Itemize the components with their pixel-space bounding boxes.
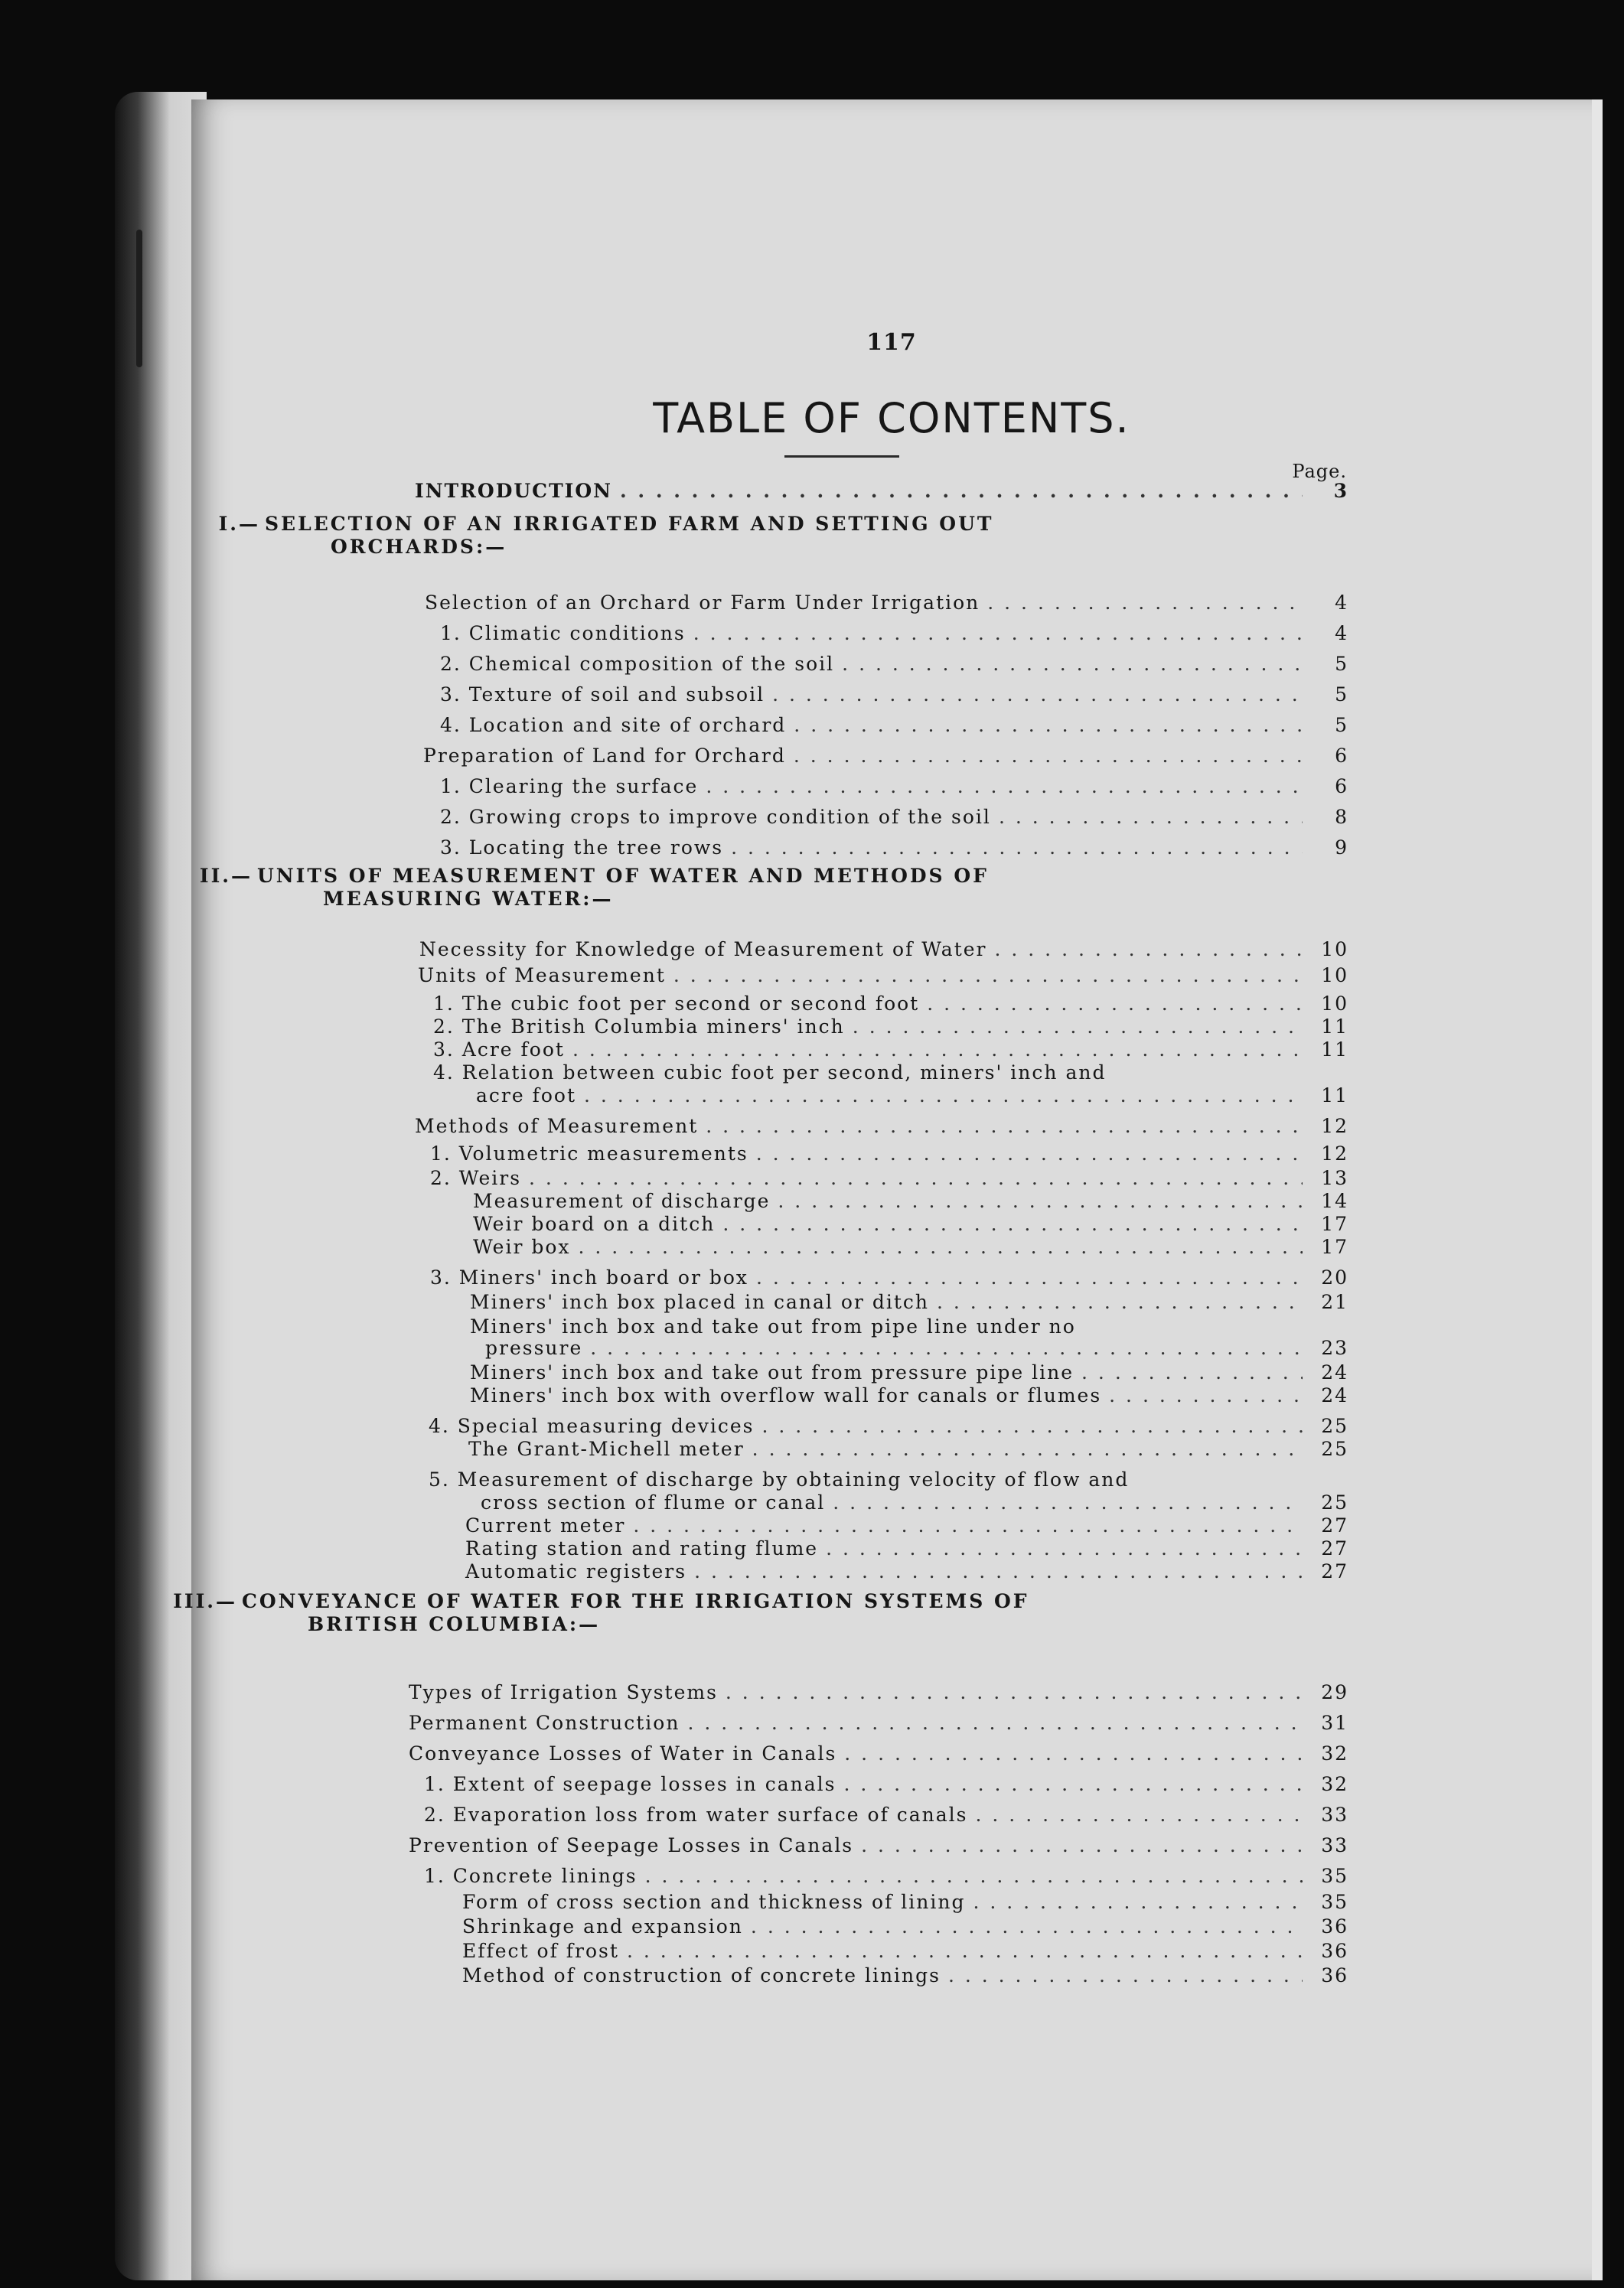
toc-entry xyxy=(470,1290,1348,1315)
toc-entry-label: 2. Growing crops to improve condition of the soil xyxy=(440,806,991,828)
toc-entry xyxy=(485,1336,1348,1361)
toc-entry-label: 2. Chemical composition of the soil xyxy=(440,653,835,675)
toc-entry-page: 25 xyxy=(1321,1415,1348,1437)
leader-dots xyxy=(572,1038,1303,1062)
toc-entry xyxy=(409,1711,1348,1736)
toc-entry xyxy=(440,774,1348,799)
toc-entry xyxy=(424,1864,1348,1889)
toc-entry-wrapped: 5. Measurement of discharge by obtaining velocity of flow and xyxy=(429,1468,1130,1491)
toc-entry-label: Automatic registers xyxy=(465,1560,687,1582)
section-heading-1 xyxy=(191,513,994,559)
toc-entry xyxy=(462,1890,1348,1915)
toc-entry xyxy=(440,836,1348,860)
toc-entry-page: 10 xyxy=(1321,938,1348,960)
toc-entry-page: 33 xyxy=(1321,1804,1348,1826)
toc-entry-page: 11 xyxy=(1321,1038,1348,1061)
toc-entry xyxy=(430,1142,1348,1166)
leader-dots xyxy=(999,805,1303,829)
leader-dots xyxy=(620,479,1303,504)
toc-entry xyxy=(433,1015,1348,1039)
toc-entry-label: 4. Location and site of orchard xyxy=(440,714,787,736)
toc-entry-page: 35 xyxy=(1321,1891,1348,1913)
toc-entry xyxy=(430,1266,1348,1290)
leader-dots xyxy=(756,1266,1303,1290)
toc-entry-label: Types of Irrigation Systems xyxy=(409,1681,718,1703)
leader-dots xyxy=(842,652,1303,676)
toc-entry-page: 6 xyxy=(1335,745,1348,767)
leader-dots xyxy=(987,591,1303,615)
toc-entry-label: Weir box xyxy=(473,1236,571,1258)
section-title-line: ORCHARDS:— xyxy=(331,536,507,558)
leader-dots xyxy=(995,937,1303,962)
toc-entry xyxy=(462,1964,1348,1988)
toc-entry-page: 24 xyxy=(1321,1361,1348,1384)
toc-entry-page: 27 xyxy=(1321,1514,1348,1537)
toc-entry xyxy=(468,1437,1348,1462)
toc-entry-page: 25 xyxy=(1321,1491,1348,1514)
toc-entry-label: Miners' inch box with overflow wall for canals or flumes xyxy=(470,1384,1102,1406)
section-numeral: III.— xyxy=(173,1590,237,1612)
toc-entry xyxy=(430,1166,1348,1191)
leader-dots xyxy=(694,1560,1303,1584)
toc-entry-page: 14 xyxy=(1321,1190,1348,1212)
toc-entry-label: INTRODUCTION xyxy=(415,480,613,502)
toc-entry-page: 8 xyxy=(1335,806,1348,828)
section-heading-2 xyxy=(184,865,989,911)
toc-entry-page: 13 xyxy=(1321,1167,1348,1189)
leader-dots xyxy=(861,1833,1303,1858)
toc-entry xyxy=(433,1038,1348,1062)
toc-entry-wrapped: 4. Relation between cubic foot per second, miners' inch and xyxy=(433,1061,1107,1084)
toc-entry-label: Shrinkage and expansion xyxy=(462,1915,743,1938)
toc-entry-page: 4 xyxy=(1335,622,1348,644)
toc-entry xyxy=(470,1384,1348,1408)
leader-dots xyxy=(973,1890,1303,1915)
leader-dots xyxy=(731,836,1303,860)
toc-entry xyxy=(415,1114,1348,1139)
toc-entry-page: 25 xyxy=(1321,1438,1348,1460)
toc-entry xyxy=(429,1414,1348,1439)
leader-dots xyxy=(794,744,1303,768)
toc-entry-page: 5 xyxy=(1335,683,1348,706)
toc-entry-page: 27 xyxy=(1321,1560,1348,1582)
toc-entry-label: Necessity for Knowledge of Measurement of Water xyxy=(419,938,987,960)
leader-dots xyxy=(752,1437,1303,1462)
toc-entry xyxy=(465,1560,1348,1584)
toc-entry-wrapped: Miners' inch box and take out from pipe line under no xyxy=(470,1315,1076,1338)
leader-dots xyxy=(843,1772,1303,1797)
toc-entry-page: 12 xyxy=(1321,1115,1348,1137)
toc-entry-page: 27 xyxy=(1321,1537,1348,1560)
toc-entry-page: 36 xyxy=(1321,1964,1348,1987)
toc-entry-label: 1. Concrete linings xyxy=(424,1865,638,1887)
toc-entry-label: 3. Locating the tree rows xyxy=(440,836,724,859)
toc-entry-label: Prevention of Seepage Losses in Canals xyxy=(409,1834,854,1856)
leader-dots xyxy=(645,1864,1303,1889)
toc-entry-page: 21 xyxy=(1321,1291,1348,1313)
leader-dots xyxy=(948,1964,1303,1988)
toc-entry xyxy=(473,1212,1348,1237)
toc-entry-page: 11 xyxy=(1321,1015,1348,1038)
toc-entry xyxy=(440,683,1348,707)
leader-dots xyxy=(693,621,1303,646)
leader-dots xyxy=(706,774,1303,799)
toc-entry-page: 33 xyxy=(1321,1834,1348,1856)
toc-entry-label: Units of Measurement xyxy=(418,964,666,986)
toc-entry-label: Effect of frost xyxy=(462,1940,619,1962)
leader-dots xyxy=(756,1142,1303,1166)
page-column-label: Page. xyxy=(1292,461,1347,482)
section-title-line: SELECTION OF AN IRRIGATED FARM AND SETTING OUT xyxy=(265,513,994,535)
leader-dots xyxy=(687,1711,1303,1736)
toc-entry-label: The Grant-Michell meter xyxy=(468,1438,745,1460)
toc-entry xyxy=(462,1939,1348,1964)
toc-entry-label: 2. The British Columbia miners' inch xyxy=(433,1015,845,1038)
toc-entry xyxy=(424,1772,1348,1797)
toc-entry-label: 3. Acre foot xyxy=(433,1038,565,1061)
toc-entry-page: 4 xyxy=(1335,592,1348,614)
leader-dots xyxy=(529,1166,1303,1191)
toc-entry xyxy=(440,621,1348,646)
toc-entry xyxy=(418,963,1348,988)
leader-dots xyxy=(826,1537,1303,1561)
leader-dots xyxy=(794,713,1303,738)
binding-mark xyxy=(136,230,142,367)
toc-entry xyxy=(473,1189,1348,1214)
leader-dots xyxy=(590,1336,1303,1361)
section-numeral: I.— xyxy=(218,513,260,535)
leader-dots xyxy=(1109,1384,1303,1408)
toc-entry-page: 5 xyxy=(1335,653,1348,675)
leader-dots xyxy=(579,1235,1303,1260)
toc-entry-page: 20 xyxy=(1321,1266,1348,1289)
toc-entry-page: 10 xyxy=(1321,992,1348,1015)
toc-entry-page: 10 xyxy=(1321,964,1348,986)
leader-dots xyxy=(853,1015,1303,1039)
toc-entry-label: Miners' inch box placed in canal or ditch xyxy=(470,1291,929,1313)
toc-entry-page: 5 xyxy=(1335,714,1348,736)
toc-entry-page: 17 xyxy=(1321,1213,1348,1235)
leader-dots xyxy=(673,963,1303,988)
toc-entry-label: 1. Extent of seepage losses in canals xyxy=(424,1773,836,1795)
toc-entry xyxy=(473,1235,1348,1260)
toc-entry-label: 1. Volumetric measurements xyxy=(430,1142,748,1165)
toc-entry-label: 1. Clearing the surface xyxy=(440,775,699,797)
toc-entry-page: 32 xyxy=(1321,1773,1348,1795)
document-page xyxy=(173,99,1603,2280)
toc-entry-label: pressure xyxy=(485,1337,583,1359)
toc-entry-label: Methods of Measurement xyxy=(415,1115,699,1137)
leader-dots xyxy=(976,1803,1303,1827)
leader-dots xyxy=(706,1114,1303,1139)
leader-dots xyxy=(772,683,1303,707)
leader-dots xyxy=(627,1939,1303,1964)
toc-entry xyxy=(419,937,1348,962)
leader-dots xyxy=(726,1680,1303,1705)
leader-dots xyxy=(844,1742,1303,1766)
section-numeral: II.— xyxy=(199,865,253,887)
leader-dots xyxy=(778,1189,1303,1214)
toc-entry xyxy=(423,744,1348,768)
toc-entry xyxy=(440,713,1348,738)
toc-entry-label: 2. Evaporation loss from water surface of canals xyxy=(424,1804,968,1826)
toc-entry-page: 6 xyxy=(1335,775,1348,797)
toc-entry-label: Selection of an Orchard or Farm Under Irrigation xyxy=(425,592,980,614)
toc-entry xyxy=(462,1915,1348,1939)
toc-entry-label: Preparation of Land for Orchard xyxy=(423,745,786,767)
toc-entry-label: 3. Texture of soil and subsoil xyxy=(440,683,765,706)
toc-entry-page: 17 xyxy=(1321,1236,1348,1258)
toc-entry-page: 31 xyxy=(1321,1712,1348,1734)
toc-entry-label: 4. Special measuring devices xyxy=(429,1415,755,1437)
toc-entry-page: 36 xyxy=(1321,1915,1348,1938)
toc-entry-introduction xyxy=(415,479,1348,504)
toc-entry-page: 11 xyxy=(1321,1084,1348,1107)
toc-entry-label: 1. Climatic conditions xyxy=(440,622,686,644)
leader-dots xyxy=(937,1290,1303,1315)
toc-entry xyxy=(476,1084,1348,1108)
toc-entry xyxy=(409,1742,1348,1766)
page-number: 117 xyxy=(866,329,917,356)
toc-entry-label: Miners' inch box and take out from pressure pipe line xyxy=(470,1361,1075,1384)
section-title-line: CONVEYANCE OF WATER FOR THE IRRIGATION SYSTEMS OF xyxy=(242,1590,1029,1612)
toc-entry-label: Measurement of discharge xyxy=(473,1190,771,1212)
toc-entry xyxy=(470,1361,1348,1385)
toc-entry-label: Method of construction of concrete linings xyxy=(462,1964,941,1987)
toc-entry-page: 32 xyxy=(1321,1742,1348,1765)
leader-dots xyxy=(1081,1361,1303,1385)
toc-entry-label: Rating station and rating flume xyxy=(465,1537,819,1560)
toc-entry xyxy=(481,1491,1348,1515)
toc-entry xyxy=(433,992,1348,1016)
leader-dots xyxy=(761,1414,1303,1439)
leader-dots xyxy=(927,992,1303,1016)
section-title-line: BRITISH COLUMBIA:— xyxy=(308,1613,601,1635)
leader-dots xyxy=(722,1212,1303,1237)
toc-entry-label: Weir board on a ditch xyxy=(473,1213,716,1235)
section-title-line: UNITS OF MEASUREMENT OF WATER AND METHODS OF xyxy=(257,865,989,887)
toc-entry-label: cross section of flume or canal xyxy=(481,1491,826,1514)
toc-entry-page: 29 xyxy=(1321,1681,1348,1703)
toc-entry-label: Current meter xyxy=(465,1514,626,1537)
toc-entry-label: 1. The cubic foot per second or second foot xyxy=(433,992,920,1015)
toc-entry-page: 3 xyxy=(1333,480,1348,502)
toc-entry xyxy=(440,805,1348,829)
toc-entry-page: 23 xyxy=(1321,1337,1348,1359)
toc-entry-label: acre foot xyxy=(476,1084,577,1107)
toc-entry xyxy=(465,1514,1348,1538)
leader-dots xyxy=(751,1915,1303,1939)
leader-dots xyxy=(633,1514,1303,1538)
toc-entry-page: 36 xyxy=(1321,1940,1348,1962)
toc-entry-page: 9 xyxy=(1335,836,1348,859)
toc-entry xyxy=(409,1833,1348,1858)
toc-entry-label: Form of cross section and thickness of lining xyxy=(462,1891,966,1913)
toc-entry-label: Permanent Construction xyxy=(409,1712,680,1734)
toc-entry-label: Conveyance Losses of Water in Canals xyxy=(409,1742,837,1765)
leader-dots xyxy=(833,1491,1303,1515)
toc-entry xyxy=(424,1803,1348,1827)
toc-entry-page: 12 xyxy=(1321,1142,1348,1165)
toc-entry-page: 24 xyxy=(1321,1384,1348,1406)
toc-entry xyxy=(409,1680,1348,1705)
toc-entry-page: 35 xyxy=(1321,1865,1348,1887)
toc-entry-label: 2. Weirs xyxy=(430,1167,522,1189)
toc-entry xyxy=(440,652,1348,676)
leader-dots xyxy=(584,1084,1303,1108)
section-heading-3 xyxy=(168,1590,1029,1636)
page-title: TABLE OF CONTENTS. xyxy=(653,394,1130,442)
toc-entry xyxy=(425,591,1348,615)
title-divider xyxy=(784,455,899,458)
toc-entry-label: 3. Miners' inch board or box xyxy=(430,1266,748,1289)
toc-entry xyxy=(465,1537,1348,1561)
section-title-line: MEASURING WATER:— xyxy=(323,888,614,910)
